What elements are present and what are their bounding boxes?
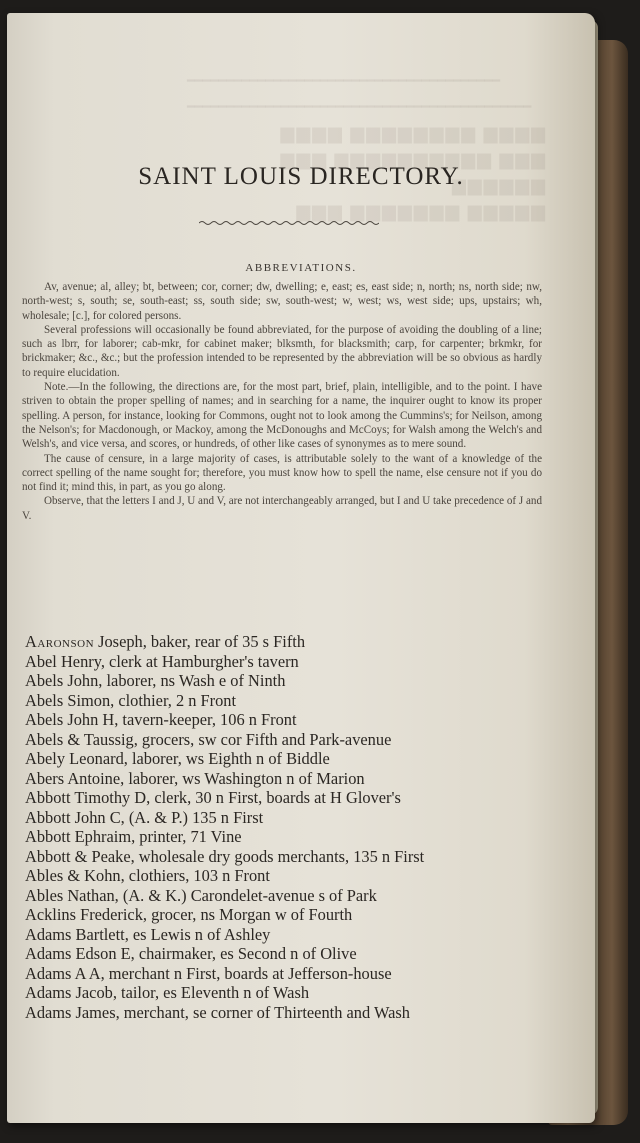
directory-entry: Adams James, merchant, se corner of Thirteenth and Wash — [25, 1002, 410, 1022]
directory-entry: Abbott John C, (A. & P.) 135 n First — [25, 807, 264, 827]
show-through-text: ━━━━━━━━━━━━━━━━━━━━━━━━━━━━━━━━━━━━━━━━ ━━━━━━━━━━━━━━━━━━━━━━━━━━━━━━━━━━━━━━━━━━━━ ▆▆▆▆ ▆▆▆▆▆▆▆▆ ▆▆▆▆ ▆▆▆ ▆▆▆▆▆▆▆▆▆▆ ▆▆▆ ▆▆▆▆▆▆ ▆▆▆ ▆▆▆▆▆▆▆ ▆▆▆▆▆ — [187, 73, 547, 221]
directory-entry: Abbott Ephraim, printer, 71 Vine — [25, 827, 242, 846]
ornamental-rule — [199, 219, 379, 227]
directory-entry: Abels John, laborer, ns Wash e of Ninth — [25, 671, 286, 690]
directory-entry: Adams Edson E, chairmaker, es Second n of Olive — [25, 944, 357, 963]
censure-paragraph: The cause of censure, in a large majority of cases, is attributable solely to the want of a knowledge of the correct spelling of the name sought for; therefore, you must know how to spell the name, else censure not if you do not find it; mind this, in part, as you go along. — [22, 452, 542, 494]
introduction — [22, 280, 542, 523]
directory-entry: Abel Henry, clerk at Hamburgher's tavern — [25, 651, 299, 671]
directory-entry: Abely Leonard, laborer, ws Eighth n of Biddle — [25, 749, 330, 768]
entry-surname: Aaronson — [25, 632, 95, 651]
page-title: SAINT LOUIS DIRECTORY. — [138, 163, 464, 190]
directory-entry: Abers Antoine, laborer, ws Washington n of Marion — [25, 768, 365, 788]
directory-entry: Abels & Taussig, grocers, sw cor Fifth and Park-avenue — [25, 729, 392, 749]
directory-entry: Ables & Kohn, clothiers, 103 n Front — [25, 866, 270, 885]
directory-entries — [25, 632, 565, 1022]
directory-entry: Ables Nathan, (A. & K.) Carondelet-avenue s of Park — [25, 885, 377, 905]
directory-entry: Abbott Timothy D, clerk, 30 n First, boards at H Glover's — [25, 788, 401, 807]
directory-entry: Adams Jacob, tailor, es Eleventh n of Wash — [25, 983, 310, 1002]
directory-entry: Abbott & Peake, wholesale dry goods merchants, 135 n First — [25, 846, 425, 866]
observe-paragraph: Observe, that the letters I and J, U and V, are not interchangeably arranged, but I and U take precedence of J and V. — [22, 495, 542, 522]
professions-paragraph: Several professions will occasionally be found abbreviated, for the purpose of avoiding the doubling of a line; such as lbrr, for laborer; cab-mkr, for cabinet maker; blksmth, for blacksmith; carp, for carpenter; brkmkr, for brickmaker; &c., &c.; but the profession intended to be represented by the abbreviation will be so obvious as hardly to require elucidation. — [22, 323, 542, 379]
directory-entry: Acklins Frederick, grocer, ns Morgan w of Fourth — [25, 905, 353, 924]
directory-page — [7, 13, 595, 1123]
directory-entry: Adams A A, merchant n First, boards at Jefferson-house — [25, 963, 392, 983]
directory-entry: Adams Bartlett, es Lewis n of Ashley — [25, 924, 271, 944]
directory-entry — [25, 632, 565, 652]
directory-entry: Abels John H, tavern-keeper, 106 n Front — [25, 710, 297, 729]
directory-entry: Abels Simon, clothier, 2 n Front — [25, 690, 237, 710]
abbreviations-heading: ABBREVIATIONS. — [245, 262, 357, 274]
note-paragraph: Note.—In the following, the directions are, for the most part, brief, plain, intelligible, and to the point. I have striven to obtain the proper spelling of names; and in searching for a name, the inquirer ought to know its proper spelling. A person, for instance, looking for Commons, ought not to look among the Cummins's; for Neilson, among the Nelson's; for Macdonough, or Mackoy, among the McDonoughs and McCoys; for Walsh among the Welch's and Welsh's, and vice versa, and scores, or hundreds, of other like cases of synonymes as to mere sound. — [22, 381, 542, 451]
entry-details: Joseph, baker, rear of 35 s Fifth — [94, 632, 306, 651]
abbreviations-paragraph: Av, avenue; al, alley; bt, between; cor, corner; dw, dwelling; e, east; es, east side; n, north; ns, north side; nw, north-west; s, south; se, south-east; ss, south side; sw, south-west; w, west; ws, west side; ups, upstairs; wh, wholesale; [c.], for colored persons. — [22, 281, 542, 322]
